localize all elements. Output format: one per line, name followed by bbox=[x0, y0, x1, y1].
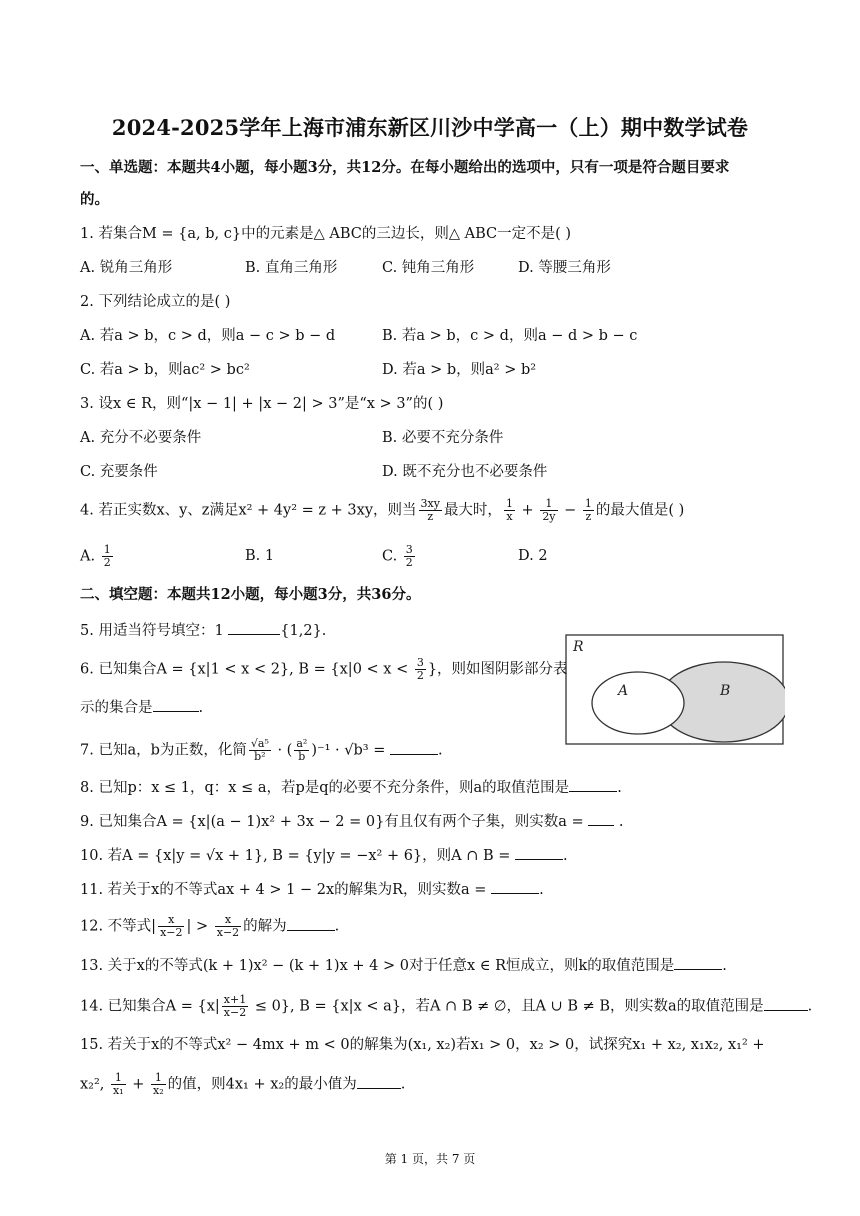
question-7-text-end: . bbox=[437, 742, 443, 759]
answer-blank[interactable] bbox=[588, 811, 614, 826]
answer-blank[interactable] bbox=[390, 740, 438, 755]
question-3-stem: 3. 设x ∈ R，则“|x − 1| + |x − 2| > 3”是“x > 3”的( ) bbox=[80, 396, 444, 412]
fraction-denominator: x₁ bbox=[113, 1084, 124, 1097]
fraction-denominator: 2 bbox=[103, 556, 111, 569]
question-14 bbox=[80, 994, 812, 1019]
question-6-line2 bbox=[80, 697, 203, 718]
fraction-denominator: x₂ bbox=[153, 1084, 164, 1097]
question-1-stem: 1. 若集合M = {a, b, c}中的元素是△ ABC的三边长，则△ ABC一定不是( ) bbox=[80, 226, 572, 242]
fraction-numerator: 3xy bbox=[420, 497, 440, 510]
fraction-numerator: x+1 bbox=[223, 993, 247, 1006]
fraction-denominator: 2y bbox=[542, 510, 556, 523]
answer-blank[interactable] bbox=[491, 879, 539, 894]
fraction bbox=[583, 498, 594, 523]
fraction-numerator: 3 bbox=[405, 543, 413, 556]
fraction bbox=[294, 738, 309, 763]
question-1-option-c: C. 钝角三角形 bbox=[382, 260, 475, 276]
question-2-option-a: A. 若a > b，c > d，则a − c > b − d bbox=[80, 328, 336, 344]
question-5 bbox=[80, 620, 326, 641]
question-2-option-c: C. 若a > b，则ac² > bc² bbox=[80, 362, 250, 378]
question-14-text-end: . bbox=[807, 998, 813, 1015]
question-10 bbox=[80, 845, 568, 866]
question-1-option-d: D. 等腰三角形 bbox=[518, 260, 611, 276]
question-12-text-mid: 的解为 bbox=[243, 918, 287, 935]
question-2-option-b: B. 若a > b，c > d，则a − d > b − c bbox=[382, 328, 638, 344]
plus-sign: + bbox=[516, 502, 539, 519]
question-14-text: 14. 已知集合A = {x| bbox=[80, 998, 220, 1015]
answer-blank[interactable] bbox=[228, 620, 280, 635]
question-6-line2-text: 示的集合是 bbox=[80, 700, 153, 716]
question-6-text: 6. 已知集合A = {x|1 < x < 2}, B = {x|0 < x < bbox=[80, 661, 413, 678]
fraction-numerator: 1 bbox=[505, 497, 513, 510]
fraction-numerator: a² bbox=[296, 737, 308, 750]
fraction bbox=[249, 738, 271, 763]
fraction-numerator: 1 bbox=[111, 1072, 126, 1085]
question-10-text-end: . bbox=[563, 848, 568, 864]
question-7 bbox=[80, 738, 443, 763]
question-9-text: 9. 已知集合A = {x|(a − 1)x² + 3x − 2 = 0}有且仅有两个子集，则实数a = bbox=[80, 814, 589, 830]
question-3-option-a: A. 充分不必要条件 bbox=[80, 430, 202, 446]
question-4-stem-c: 的最大值是( ) bbox=[595, 502, 685, 519]
answer-blank[interactable] bbox=[287, 916, 335, 931]
set-a-ellipse bbox=[592, 672, 684, 734]
fraction bbox=[151, 1072, 166, 1097]
fraction-denominator: 2 bbox=[416, 669, 424, 682]
fraction-numerator: 1 bbox=[151, 1072, 166, 1085]
question-3-option-b: B. 必要不充分条件 bbox=[382, 430, 504, 446]
question-15-line2-text: x₂², bbox=[80, 1076, 110, 1093]
question-4-stem-b: 最大时， bbox=[443, 502, 502, 519]
question-14-text-mid: ≤ 0}, B = {x|x < a}，若A ∩ B ≠ ∅，且A ∪ B ≠ B，则实数a的取值范围是 bbox=[250, 998, 764, 1015]
fraction bbox=[215, 914, 241, 939]
plus-sign: + bbox=[127, 1076, 150, 1093]
question-5-text: 5. 用适当符号填空：1 bbox=[80, 623, 229, 639]
question-12-operator: | > bbox=[186, 918, 213, 935]
fraction bbox=[504, 498, 515, 523]
exam-title: 2024-2025学年上海市浦东新区川沙中学高一（上）期中数学试卷 bbox=[111, 115, 749, 140]
question-12-text: 12. 不等式| bbox=[80, 918, 157, 935]
question-15-line2-mid: 的值，则4x₁ + x₂的最小值为 bbox=[167, 1076, 357, 1093]
fraction bbox=[222, 994, 248, 1019]
section1-heading-line2: 的。 bbox=[80, 191, 109, 208]
question-4-option-d: D. 2 bbox=[518, 548, 548, 564]
fraction-numerator: √a⁵ bbox=[250, 737, 269, 750]
question-8-text-end: . bbox=[617, 780, 622, 796]
fraction-numerator: x bbox=[215, 914, 241, 927]
question-8 bbox=[80, 777, 622, 798]
question-7-text-mid: )⁻¹ · √b³ = bbox=[311, 742, 390, 759]
fraction bbox=[540, 498, 557, 523]
question-5-text-end: {1,2}. bbox=[280, 623, 327, 639]
fraction bbox=[111, 1072, 126, 1097]
fraction-denominator: z bbox=[585, 510, 592, 523]
answer-blank[interactable] bbox=[764, 996, 808, 1011]
question-15-line2-end: . bbox=[400, 1076, 406, 1093]
fraction-numerator: 1 bbox=[103, 543, 111, 556]
question-1-option-a: A. 锐角三角形 bbox=[80, 260, 173, 276]
fraction-denominator: 2 bbox=[405, 556, 413, 569]
answer-blank[interactable] bbox=[515, 845, 563, 860]
question-8-text: 8. 已知p：x ≤ 1，q：x ≤ a，若p是q的必要不充分条件，则a的取值范围是 bbox=[80, 780, 570, 796]
question-6-line1 bbox=[80, 657, 568, 682]
question-11 bbox=[80, 879, 544, 900]
page-footer: 第 1 页，共 7 页 bbox=[384, 1152, 476, 1166]
fraction-numerator: 1 bbox=[584, 497, 592, 510]
fraction bbox=[419, 498, 442, 523]
question-12-text-end: . bbox=[334, 918, 340, 935]
option-label: C. bbox=[382, 548, 402, 565]
fraction-numerator: 3 bbox=[416, 656, 424, 669]
question-2-option-d: D. 若a > b，则a² > b² bbox=[382, 362, 537, 378]
minus-sign: − bbox=[559, 502, 581, 519]
fraction-denominator: b bbox=[298, 750, 306, 763]
question-4-option-c bbox=[382, 544, 417, 569]
question-15-line1: 15. 若关于x的不等式x² − 4mx + m < 0的解集为(x₁, x₂)若x₁ > 0，x₂ > 0，试探究x₁ + x₂, x₁x₂, x₁² + bbox=[80, 1037, 765, 1053]
question-6-text-end: }，则如图阴影部分表 bbox=[427, 661, 568, 678]
section2-heading: 二、填空题：本题共12小题，每小题3分，共36分。 bbox=[80, 586, 421, 603]
question-1-option-b: B. 直角三角形 bbox=[245, 260, 338, 276]
fraction bbox=[404, 544, 415, 569]
fraction-denominator: z bbox=[427, 510, 434, 523]
fraction-denominator: x−2 bbox=[216, 926, 240, 939]
universe-label: R bbox=[573, 639, 584, 655]
fraction bbox=[415, 657, 426, 682]
question-4-stem bbox=[80, 498, 684, 523]
question-11-text-end: . bbox=[539, 882, 544, 898]
question-15-line2 bbox=[80, 1072, 405, 1097]
question-13-text: 13. 关于x的不等式(k + 1)x² − (k + 1)x + 4 > 0对于任意x ∈ R恒成立，则k的取值范围是 bbox=[80, 958, 675, 974]
question-4-option-b: B. 1 bbox=[245, 548, 275, 564]
question-7-operator: · ( bbox=[272, 742, 293, 759]
fraction bbox=[158, 914, 184, 939]
question-13 bbox=[80, 955, 727, 976]
answer-blank[interactable] bbox=[357, 1074, 401, 1089]
set-a-label: A bbox=[618, 683, 629, 699]
fraction-numerator: x bbox=[158, 914, 184, 927]
question-9-text-end: . bbox=[614, 814, 624, 830]
section1-heading-line1: 一、单选题：本题共4小题，每小题3分，共12分。在每小题给出的选项中，只有一项是符合题目要求 bbox=[80, 159, 730, 176]
fraction-denominator: x bbox=[506, 510, 513, 523]
venn-diagram bbox=[565, 634, 785, 746]
question-4-option-a bbox=[80, 544, 115, 569]
fraction-denominator: x−2 bbox=[160, 926, 183, 939]
answer-blank[interactable] bbox=[153, 697, 199, 712]
answer-blank[interactable] bbox=[569, 777, 617, 792]
question-10-text: 10. 若A = {x|y = √x + 1}, B = {y|y = −x² + 6}，则A ∩ B = bbox=[80, 848, 516, 864]
set-b-label: B bbox=[720, 683, 731, 699]
question-3-option-d: D. 既不充分也不必要条件 bbox=[382, 464, 548, 480]
fraction-denominator: b² bbox=[254, 750, 266, 763]
question-12 bbox=[80, 914, 339, 939]
fraction bbox=[102, 544, 113, 569]
question-13-text-end: . bbox=[722, 958, 727, 974]
fraction-numerator: 1 bbox=[540, 498, 557, 511]
question-4-stem-a: 4. 若正实数x、y、z满足x² + 4y² = z + 3xy，则当 bbox=[80, 502, 417, 519]
question-2-stem: 2. 下列结论成立的是( ) bbox=[80, 294, 231, 310]
answer-blank[interactable] bbox=[674, 955, 722, 970]
fraction-denominator: x−2 bbox=[223, 1006, 247, 1019]
question-11-text: 11. 若关于x的不等式ax + 4 > 1 − 2x的解集为R，则实数a = bbox=[80, 882, 492, 898]
question-6-line2-end: . bbox=[198, 700, 204, 716]
question-3-option-c: C. 充要条件 bbox=[80, 464, 158, 480]
question-9 bbox=[80, 811, 624, 832]
question-7-text: 7. 已知a，b为正数，化简 bbox=[80, 742, 247, 759]
option-label: A. bbox=[80, 548, 100, 565]
